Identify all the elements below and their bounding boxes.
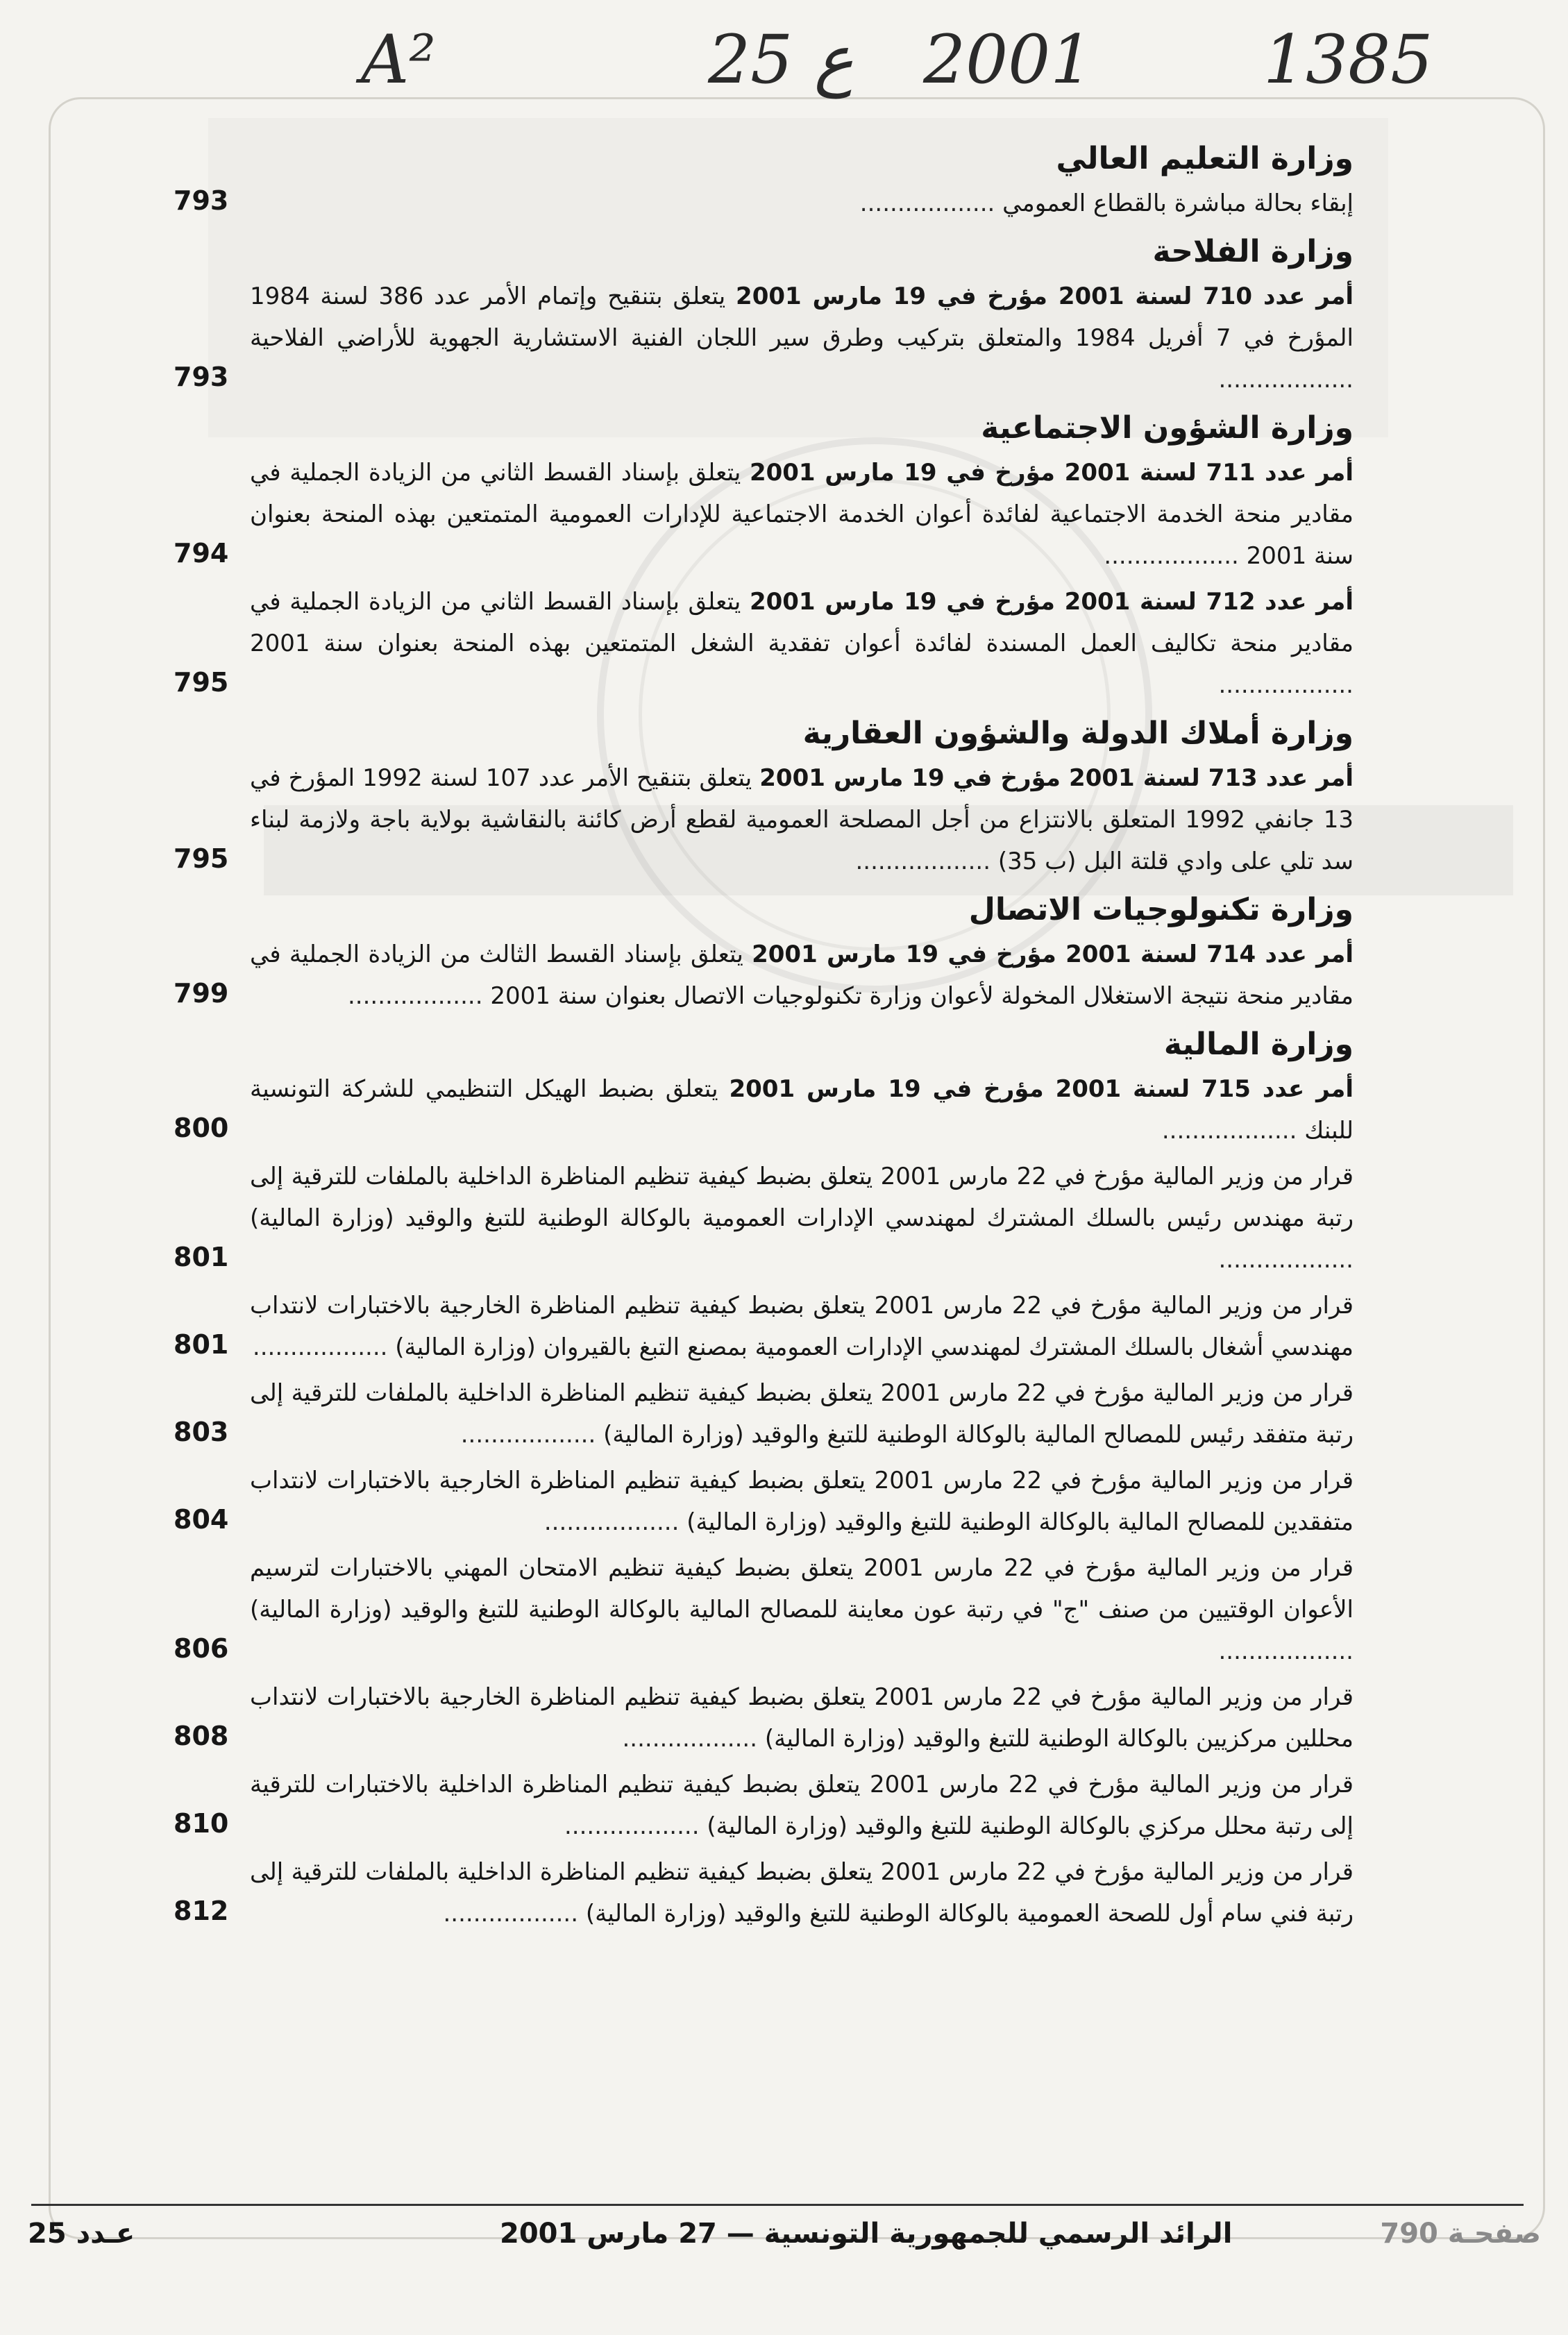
dot-leader: ..................: [443, 1900, 586, 1928]
handwritten-year: 2001: [923, 21, 1093, 99]
decree-description: قرار من وزير المالية مؤرخ في 22 مارس 2001 يتعلق بضبط كيفية تنظيم المناظرة الخارجية بالاختبارات لانتداب مهندسي أشغال بالسلك المشترك لمهندسي الإدارات العمومية بمصنع التبغ بالقيروان (وزارة المالية): [250, 1292, 1354, 1361]
toc-page-number: 795: [174, 667, 229, 698]
toc-entry: [174, 183, 1354, 224]
decree-lead: أمر عدد 710 لسنة 2001 مؤرخ في 19 مارس 2001: [736, 283, 1354, 310]
decree-description: قرار من وزير المالية مؤرخ في 22 مارس 2001 يتعلق بضبط كيفية تنظيم المناظرة الخارجية بالاختبارات لانتداب متفقدين للمصالح المالية بالوكالة الوطنية للتبغ والوقيد (وزارة المالية): [250, 1467, 1354, 1536]
toc-entry: [174, 1156, 1354, 1281]
decree-description: قرار من وزير المالية مؤرخ في 22 مارس 2001 يتعلق بضبط كيفية تنظيم المناظرة الداخلية بالملفات للترقية إلى رتبة متفقد رئيس للمصالح المالية بالوكالة الوطنية للتبغ والوقيد (وزارة المالية): [250, 1379, 1354, 1449]
handwritten-a2: A²: [361, 21, 436, 99]
section-title: وزارة المالية: [1163, 1027, 1354, 1062]
toc-entry: [174, 1764, 1354, 1847]
footer-rule: [31, 2204, 1524, 2206]
toc-entry: [174, 757, 1354, 882]
dot-leader: ..................: [859, 189, 1003, 217]
table-of-contents: [174, 135, 1354, 1939]
decree-description: إبقاء بحالة مباشرة بالقطاع العمومي: [1002, 189, 1354, 217]
toc-page-number: 808: [174, 1721, 229, 1751]
decree-description: قرار من وزير المالية مؤرخ في 22 مارس 2001 يتعلق بضبط كيفية تنظيم المناظرة الداخلية بالملفات للترقية إلى رتبة فني سام أول للصحة العمومية بالوكالة الوطنية للتبغ والوقيد (وزارة المالية): [250, 1858, 1354, 1928]
toc-page-number: 795: [174, 843, 229, 874]
toc-page-number: 799: [174, 978, 229, 1009]
dot-leader: ..................: [1218, 1637, 1354, 1665]
toc-page-number: 803: [174, 1417, 229, 1447]
toc-entry-text: [250, 1285, 1354, 1368]
toc-entry: [174, 1372, 1354, 1456]
decree-description: قرار من وزير المالية مؤرخ في 22 مارس 2001 يتعلق بضبط كيفية تنظيم المناظرة الداخلية بالاختبارات للترقية إلى رتبة محلل مركزي بالوكالة الوطنية للتبغ والوقيد (وزارة المالية): [250, 1771, 1354, 1840]
decree-lead: أمر عدد 715 لسنة 2001 مؤرخ في 19 مارس 2001: [729, 1075, 1354, 1103]
toc-entry: [174, 452, 1354, 577]
decree-description: يتعلق بتنقيح الأمر عدد 107 لسنة 1992 المؤرخ في 13 جانفي 1992 المتعلق بالانتزاع من أجل المصلحة العمومية لقطع أرض كائنة بالنقاشية بولاية باجة ولازمة لبناء سد تلي على وادي قلتة البل (ب 35): [250, 764, 1354, 875]
section-title: وزارة الشؤون الاجتماعية: [981, 410, 1354, 446]
toc-entry: [174, 1851, 1354, 1934]
toc-page-number: 800: [174, 1113, 229, 1143]
toc-entry-text: [250, 1851, 1354, 1934]
decree-description: يتعلق بتنقيح وإتمام الأمر عدد 386 لسنة 1984 المؤرخ في 7 أفريل 1984 والمتعلق بتركيب وطرق سير اللجان الفنية الاستشارية الجهوية للأراضي الفلاحية: [250, 283, 1354, 352]
toc-entry: [174, 1460, 1354, 1543]
toc-page-number: 794: [174, 538, 229, 568]
toc-page-number: 806: [174, 1633, 229, 1664]
toc-entry-text: [250, 1764, 1354, 1847]
dot-leader: ..................: [460, 1421, 604, 1449]
toc-entry-text: [250, 452, 1354, 577]
dot-leader: ..................: [855, 848, 998, 875]
footer-journal-title: الرائد الرسمي للجمهورية التونسية — 27 مارس 2001: [500, 2218, 1233, 2250]
section-title: وزارة الفلاحة: [1152, 234, 1354, 269]
dot-leader: ..................: [1218, 1246, 1354, 1274]
decree-description: يتعلق بضبط الهيكل التنظيمي للشركة التونسية للبنك: [250, 1075, 1354, 1145]
dot-leader: ..................: [1104, 542, 1247, 570]
dot-leader: ..................: [543, 1508, 687, 1536]
dot-leader: ..................: [622, 1725, 765, 1753]
decree-description: يتعلق بإسناد القسط الثالث من الزيادة الجملية في مقادير منحة نتيجة الاستغلال المخولة لأعوان وزارة تكنولوجيات الاتصال بعنوان سنة 2001: [250, 941, 1354, 1010]
toc-entry: [174, 934, 1354, 1017]
dot-leader: ..................: [1218, 366, 1354, 394]
toc-entry: [174, 1547, 1354, 1672]
toc-entry-text: [250, 581, 1354, 706]
decree-description: قرار من وزير المالية مؤرخ في 22 مارس 2001 يتعلق بضبط كيفية تنظيم الامتحان المهني بالاختبارات لترسيم الأعوان الوقتيين من صنف "ج" في رتبة عون معاينة للمصالح المالية بالوكالة الوطنية للتبغ والوقيد (وزارة المالية): [250, 1554, 1354, 1624]
toc-page-number: 810: [174, 1808, 229, 1839]
toc-entry-text: [250, 1676, 1354, 1760]
toc-entry-text: [250, 1460, 1354, 1543]
section-title: وزارة التعليم العالي: [1056, 141, 1354, 176]
handwritten-annotation: [361, 21, 1443, 97]
toc-page-number: 804: [174, 1504, 229, 1535]
dot-leader: ..................: [348, 982, 491, 1010]
toc-entry-text: [250, 276, 1354, 401]
toc-page-number: 793: [174, 362, 229, 392]
toc-entry-text: [250, 757, 1354, 882]
decree-lead: أمر عدد 712 لسنة 2001 مؤرخ في 19 مارس 2001: [749, 588, 1354, 616]
dot-leader: ..................: [1161, 1117, 1305, 1145]
dot-leader: ..................: [1218, 671, 1354, 699]
dot-leader: ..................: [564, 1812, 707, 1840]
section-title: وزارة تكنولوجيات الاتصال: [968, 892, 1354, 927]
toc-entry: [174, 1285, 1354, 1368]
section-title: وزارة أملاك الدولة والشؤون العقارية: [802, 716, 1354, 751]
toc-entry: [174, 581, 1354, 706]
toc-entry-text: [250, 1372, 1354, 1456]
footer-page-number: صفحـة 790: [1380, 2218, 1541, 2250]
decree-lead: أمر عدد 714 لسنة 2001 مؤرخ في 19 مارس 2001: [752, 941, 1354, 968]
toc-entry-text: [250, 1068, 1354, 1152]
decree-lead: أمر عدد 713 لسنة 2001 مؤرخ في 19 مارس 2001: [759, 764, 1354, 792]
decree-description: يتعلق بإسناد القسط الثاني من الزيادة الجملية في مقادير منحة الخدمة الاجتماعية لفائدة أعوان الخدمة الاجتماعية للإدارات العمومية المتمتعين بهذه المنحة بعنوان سنة 2001: [250, 459, 1354, 570]
footer-issue-number: عـدد 25: [28, 2218, 135, 2250]
decree-description: قرار من وزير المالية مؤرخ في 22 مارس 2001 يتعلق بضبط كيفية تنظيم المناظرة الداخلية بالملفات للترقية إلى رتبة مهندس رئيس بالسلك المشترك لمهندسي الإدارات العمومية بالوكالة الوطنية للتبغ والوقيد (وزارة المالية): [250, 1163, 1354, 1232]
toc-entry-text: [250, 183, 1354, 224]
toc-page-number: 801: [174, 1242, 229, 1272]
toc-page-number: 812: [174, 1896, 229, 1926]
toc-entry-text: [250, 934, 1354, 1017]
toc-entry-text: [250, 1547, 1354, 1672]
decree-lead: أمر عدد 711 لسنة 2001 مؤرخ في 19 مارس 2001: [749, 459, 1354, 487]
page-footer: [28, 2218, 1541, 2266]
toc-entry: [174, 276, 1354, 401]
toc-page-number: 801: [174, 1329, 229, 1360]
toc-page-number: 793: [174, 185, 229, 216]
handwritten-number: 1385: [1263, 21, 1433, 99]
decree-description: يتعلق بإسناد القسط الثاني من الزيادة الجملية في مقادير منحة تكاليف العمل المسندة لفائدة أعوان تفقدية الشغل المتمتعين بهذه المنحة بعنوان سنة 2001: [250, 588, 1354, 657]
toc-entry-text: [250, 1156, 1354, 1281]
toc-entry: [174, 1676, 1354, 1760]
handwritten-issue: 25 ع: [708, 21, 854, 99]
toc-entry: [174, 1068, 1354, 1152]
decree-description: قرار من وزير المالية مؤرخ في 22 مارس 2001 يتعلق بضبط كيفية تنظيم المناظرة الخارجية بالاختبارات لانتداب محللين مركزيين بالوكالة الوطنية للتبغ والوقيد (وزارة المالية): [250, 1683, 1354, 1753]
dot-leader: ..................: [252, 1333, 396, 1361]
